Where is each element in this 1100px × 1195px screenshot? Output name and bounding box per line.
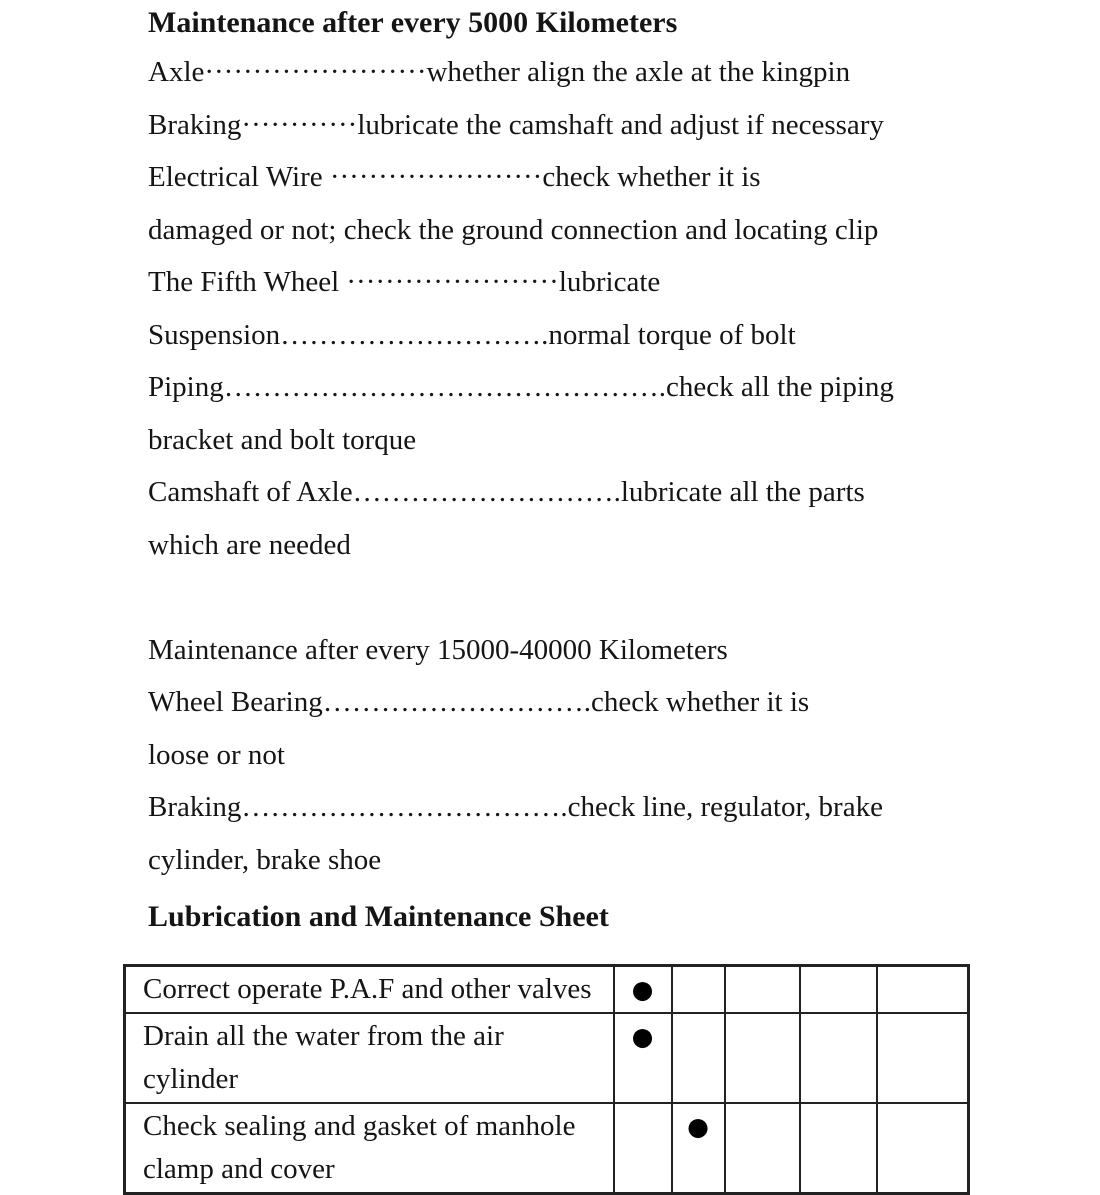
table-row [125, 966, 969, 1014]
mark-cell [672, 966, 725, 1014]
text-line: cylinder, brake shoe [148, 843, 382, 876]
lubrication-maintenance-table [123, 964, 970, 1195]
table-row [125, 1103, 969, 1194]
text-line: Piping……………………………………….check all the piping [148, 371, 894, 403]
table-row [125, 1013, 969, 1103]
text-line: Axle·······················whether align the axle at the kingpin [148, 56, 851, 88]
sheet-heading: Lubrication and Maintenance Sheet [148, 900, 609, 933]
mark-cell [614, 1103, 672, 1194]
mark-cell [725, 1103, 800, 1194]
text-line: which are needed [148, 528, 351, 561]
text-line: loose or not [148, 738, 285, 771]
mark-cell [800, 1013, 877, 1103]
mark-cell [725, 966, 800, 1014]
text-line: Wheel Bearing……………………….check whether it is [148, 686, 810, 718]
blank-line [148, 571, 1100, 624]
mark-cell [672, 1013, 725, 1103]
text-line: Braking············lubricate the camshaft and adjust if necessary [148, 108, 884, 141]
row-label: Drain all the water from the air cylinder [125, 1013, 614, 1103]
mark-cell [800, 1103, 877, 1194]
row-label: Check sealing and gasket of manhole clamp and cover [125, 1103, 614, 1194]
section2-heading: Maintenance after every 15000-40000 Kilometers [148, 633, 728, 666]
text-line: Camshaft of Axle……………………….lubricate all the parts [148, 476, 865, 508]
mark-cell [877, 1103, 969, 1194]
mark-cell: ● [672, 1103, 725, 1194]
section1-heading: Maintenance after every 5000 Kilometers [148, 6, 678, 39]
mark-cell [725, 1013, 800, 1103]
mark-cell: ● [614, 966, 672, 1014]
text-line: The Fifth Wheel ······················lubricate [148, 266, 661, 298]
text-line: Braking…………………………….check line, regulator, brake [148, 791, 883, 823]
mark-cell [877, 966, 969, 1014]
text-line: Suspension……………………….normal torque of bolt [148, 318, 796, 351]
text-line: damaged or not; check the ground connection and locating clip [148, 213, 879, 246]
mark-cell [877, 1013, 969, 1103]
text-line: Electrical Wire ······················check whether it is [148, 161, 761, 193]
text-line: bracket and bolt torque [148, 423, 417, 456]
mark-cell: ● [614, 1013, 672, 1103]
row-label: Correct operate P.A.F and other valves [125, 966, 614, 1014]
mark-cell [800, 966, 877, 1014]
